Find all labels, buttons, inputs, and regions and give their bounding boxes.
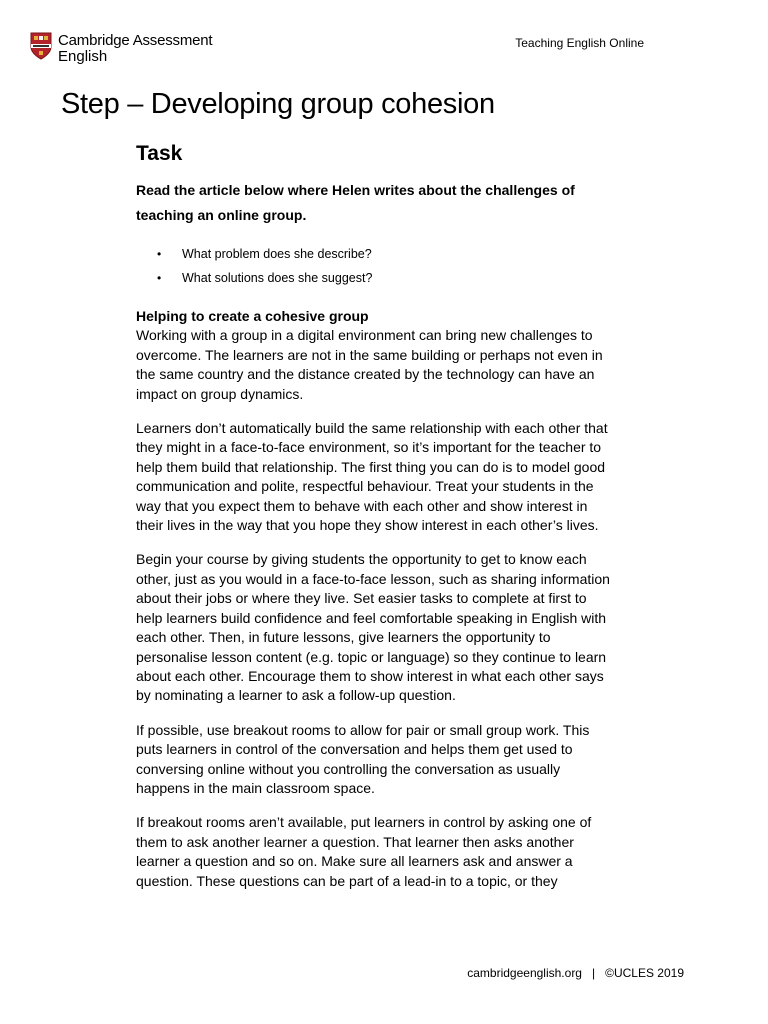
logo-text-line1: Cambridge Assessment [58, 32, 213, 49]
footer-site-link[interactable]: cambridgeenglish.org [467, 966, 582, 980]
article-paragraph: Learners don’t automatically build the same relationship with each other that they might in a face-to-face environment, so it’s important for the teacher to help them build that relationship. The first thing you can do is to model good communication and polite, respectful behaviour. Treat your students in the way that you expect them to behave with each other and show interest in their lives in the way that you hope they show interest in each other’s lives. [136, 420, 608, 534]
task-heading: Task [136, 142, 183, 165]
article-title: Helping to create a cohesive group [136, 308, 369, 324]
main-content [136, 140, 614, 906]
question-text: What solutions does she suggest? [182, 271, 373, 285]
cambridge-logo [30, 32, 270, 66]
cambridge-shield-icon [30, 32, 52, 60]
list-item [136, 242, 614, 266]
list-item [136, 266, 614, 290]
article-paragraph: Working with a group in a digital environment can bring new challenges to overcome. The learners are not in the same building or perhaps not even in the same country and the distance created by the technology can have an impact on group dynamics. [136, 327, 603, 402]
page-header [0, 0, 768, 80]
article-paragraph: Begin your course by giving students the opportunity to get to know each other, just as you would in a face-to-face lesson, such as sharing information about their jobs or where they live. Set easier tasks to complete at first to help learners build confidence and feel comfortable speaking in English with each other. Then, in future lessons, give learners the opportunity to personalise lesson content (e.g. topic or language) so they continue to learn about each other. Encourage them to show interest in what each other says by nominating a learner to ask a follow-up question. [136, 551, 610, 704]
logo-text-line2: English [58, 48, 108, 65]
article-paragraph: If possible, use breakout rooms to allow for pair or small group work. This puts learners in control of the conversation and helps them get used to conversing online without you controlling the conversation as usually happens in the main classroom space. [136, 721, 590, 796]
question-text: What problem does she describe? [182, 247, 372, 261]
step-title: Step – Developing group cohesion [61, 88, 495, 120]
bullet-icon: • [157, 271, 162, 285]
article-paragraph: If breakout rooms aren’t available, put learners in control by asking one of them to ask another learner a question. That learner then asks another learner a question and so on. Make sure all learners ask and answer a question. These questions can be part of a lead-in to a topic, or they [136, 814, 592, 889]
footer-separator: | [591, 966, 596, 980]
header-course-name: Teaching English Online [515, 36, 644, 50]
page-footer [467, 966, 684, 980]
task-intro: Read the article below where Helen writes about the challenges of teaching an online group. [136, 182, 575, 223]
footer-copyright: ©UCLES 2019 [605, 966, 684, 980]
bullet-icon: • [157, 247, 162, 261]
task-questions [136, 242, 614, 290]
